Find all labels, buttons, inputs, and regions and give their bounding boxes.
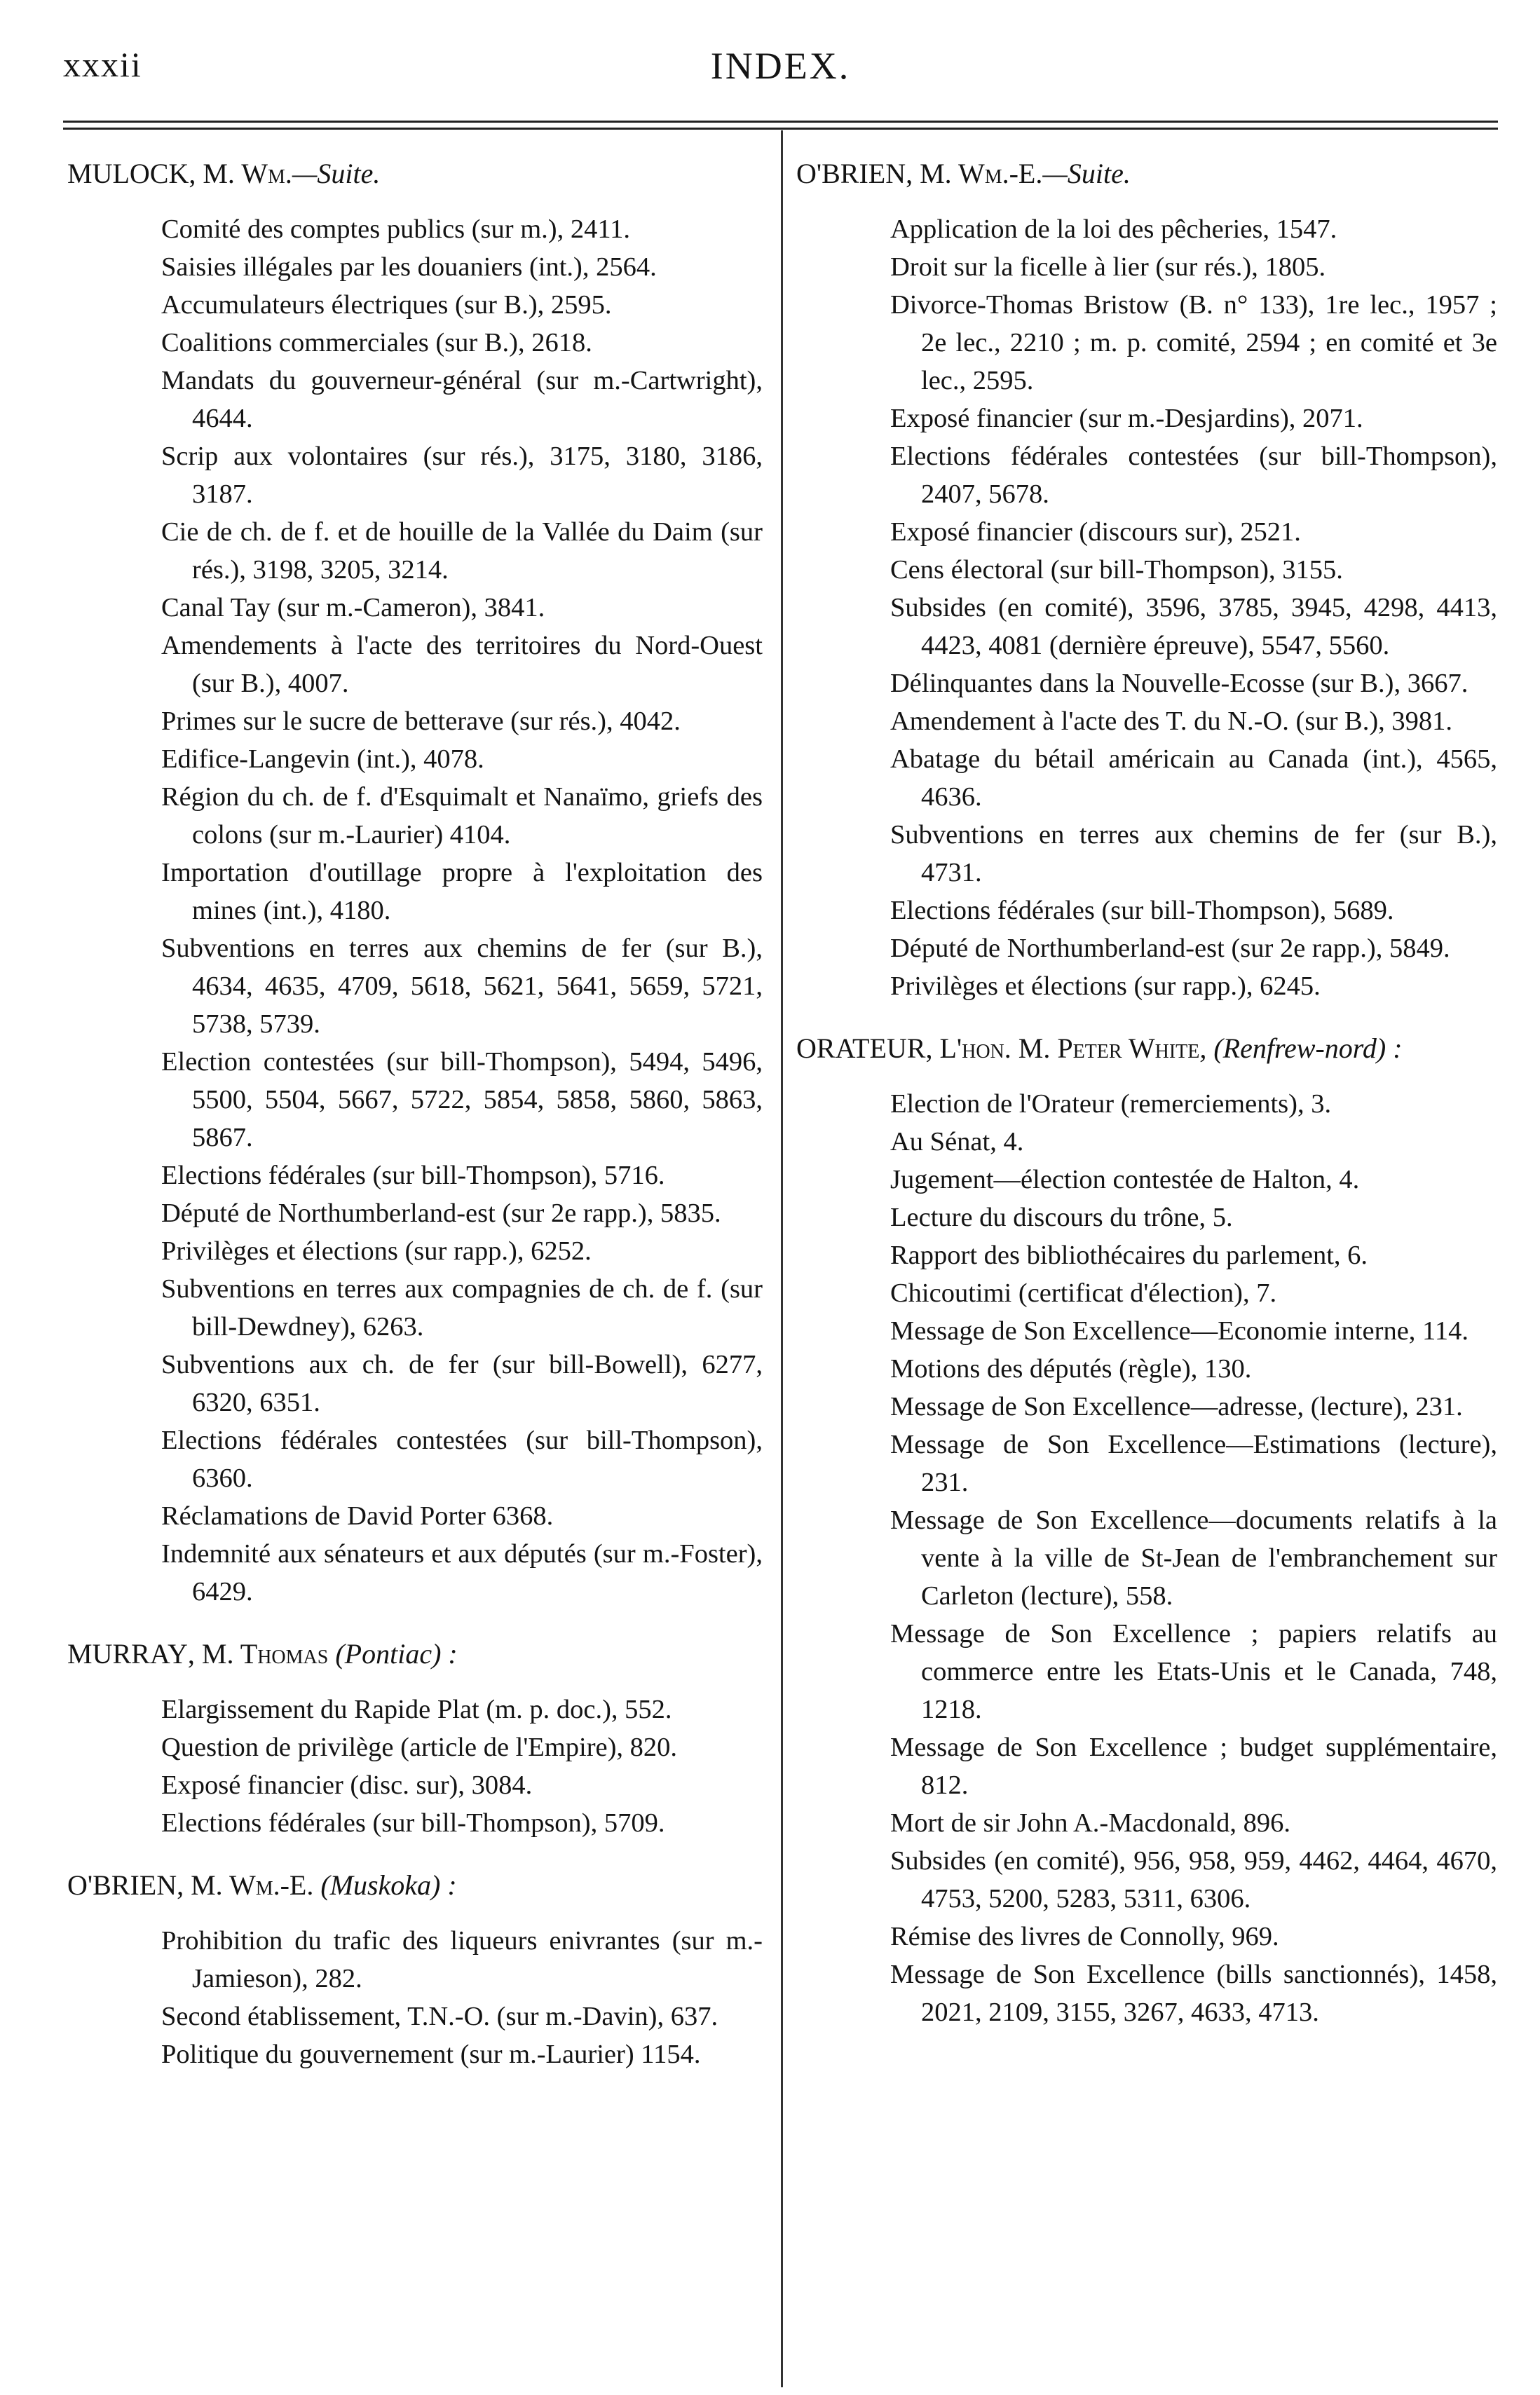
index-item: Elections fédérales (sur bill-Thompson), 5689. xyxy=(890,896,1394,925)
index-item: Prohibition du trafic des liqueurs enivrantes (sur m.-Jamieson), 282. xyxy=(161,1926,763,1993)
index-item: Scrip aux volontaires (sur rés.), 3175, 3180, 3186, 3187. xyxy=(161,442,763,509)
index-item: Election contestées (sur bill-Thompson), 5494, 5496, 5500, 5504, 5667, 5722, 5854, 5858, 5860, 5863, 5867. xyxy=(161,1047,763,1152)
entry-suffix: —Suite. xyxy=(292,158,381,189)
index-item: Cens électoral (sur bill-Thompson), 3155. xyxy=(890,555,1343,585)
entry-first-name: Wm.-E. xyxy=(229,1869,314,1901)
index-item: Saisies illégales par les douaniers (int.), 2564. xyxy=(161,252,657,282)
index-item: Canal Tay (sur m.-Cameron), 3841. xyxy=(161,593,545,622)
entry-items xyxy=(67,1922,763,2073)
index-item: Message de Son Excellence ; budget supplémentaire, 812. xyxy=(890,1733,1497,1800)
index-item: Chicoutimi (certificat d'élection), 7. xyxy=(890,1278,1277,1308)
index-item: Primes sur le sucre de betterave (sur rés.), 4042. xyxy=(161,707,681,736)
index-item: Subventions en terres aux compagnies de ch. de f. (sur bill-Dewdney), 6263. xyxy=(161,1274,763,1342)
index-item: Politique du gouvernement (sur m.-Laurier) 1154. xyxy=(161,2040,701,2069)
index-item: Message de Son Excellence—documents relatifs à la vente à la ville de St-Jean de l'embranchement sur Carleton (lecture), 558. xyxy=(890,1506,1497,1611)
index-item: Message de Son Excellence—Estimations (lecture), 231. xyxy=(890,1430,1497,1497)
entry-first-name: Wm. xyxy=(241,158,292,189)
entry-heading xyxy=(67,1635,763,1674)
entry-heading xyxy=(67,1866,763,1905)
index-item: Edifice-Langevin (int.), 4078. xyxy=(161,744,484,774)
index-item: Comité des comptes publics (sur m.), 2411. xyxy=(161,214,631,244)
entry-first-name: Thomas xyxy=(240,1638,329,1670)
entry-suffix: (Pontiac) : xyxy=(328,1638,458,1670)
index-item: Question de privilège (article de l'Empire), 820. xyxy=(161,1733,678,1762)
index-item: Importation d'outillage propre à l'exploitation des mines (int.), 4180. xyxy=(161,858,763,925)
entry-name: ORATEUR xyxy=(796,1032,926,1064)
entry-name: MULOCK xyxy=(67,158,189,189)
index-item: Accumulateurs électriques (sur B.), 2595. xyxy=(161,290,612,320)
index-item: Coalitions commerciales (sur B.), 2618. xyxy=(161,328,592,357)
entry-suffix: , (Renfrew-nord) : xyxy=(1199,1032,1403,1064)
entry-honorific: , L'hon. M. xyxy=(925,1032,1058,1064)
index-item: Subsides (en comité), 3596, 3785, 3945, 4298, 4413, 4423, 4081 (dernière épreuve), 5547, 5560. xyxy=(890,593,1497,660)
entry-items xyxy=(67,210,763,1611)
index-item: Réclamations de David Porter 6368. xyxy=(161,1501,554,1531)
index-item: Indemnité aux sénateurs et aux députés (sur m.-Foster), 6429. xyxy=(161,1539,763,1606)
entry-items xyxy=(67,1691,763,1842)
index-item: Divorce-Thomas Bristow (B. n° 133), 1re lec., 1957 ; 2e lec., 2210 ; m. p. comité, 2594 ; en comité et 3e lec., 2595. xyxy=(890,290,1497,395)
page-header xyxy=(63,39,1498,95)
entry-suffix: —Suite. xyxy=(1042,158,1131,189)
index-item: Rémise des livres de Connolly, 969. xyxy=(890,1922,1279,1951)
entry-heading xyxy=(796,154,1497,193)
header-rule-top xyxy=(63,121,1498,123)
left-column xyxy=(67,154,763,2097)
index-item: Rapport des bibliothécaires du parlement, 6. xyxy=(890,1241,1368,1270)
index-item: Motions des députés (règle), 130. xyxy=(890,1354,1252,1384)
entry-name: O'BRIEN xyxy=(67,1869,177,1901)
entry-first-name: Peter White xyxy=(1057,1032,1200,1064)
index-item: Droit sur la ficelle à lier (sur rés.), 1805. xyxy=(890,252,1326,282)
index-item: Abatage du bétail américain au Canada (int.), 4565, 4636. xyxy=(890,744,1497,812)
index-item: Jugement—élection contestée de Halton, 4. xyxy=(890,1165,1360,1194)
index-item: Elargissement du Rapide Plat (m. p. doc.), 552. xyxy=(161,1695,672,1724)
entry-heading xyxy=(796,1029,1497,1068)
entry-honorific: , M. xyxy=(177,1869,229,1901)
entry-items xyxy=(796,210,1497,1005)
index-item: Message de Son Excellence ; papiers relatifs au commerce entre les Etats-Unis et le Canada, 748, 1218. xyxy=(890,1619,1497,1724)
index-entry xyxy=(796,154,1497,1005)
index-item: Exposé financier (sur m.-Desjardins), 2071. xyxy=(890,404,1363,433)
index-item: Elections fédérales (sur bill-Thompson), 5716. xyxy=(161,1161,665,1190)
index-item: Mort de sir John A.-Macdonald, 896. xyxy=(890,1808,1291,1838)
index-item: Exposé financier (disc. sur), 3084. xyxy=(161,1770,533,1800)
index-entry xyxy=(67,1866,763,2073)
index-item: Lecture du discours du trône, 5. xyxy=(890,1203,1233,1232)
index-item: Second établissement, T.N.-O. (sur m.-Davin), 637. xyxy=(161,2002,718,2031)
index-item: Privilèges et élections (sur rapp.), 6245. xyxy=(890,971,1321,1001)
entry-name: O'BRIEN xyxy=(796,158,906,189)
right-column xyxy=(796,154,1497,2055)
column-divider xyxy=(781,130,783,2387)
index-item: Message de Son Excellence (bills sanctionnés), 1458, 2021, 2109, 3155, 3267, 4633, 4713. xyxy=(890,1960,1497,2027)
index-entry xyxy=(67,1635,763,1842)
index-item: Au Sénat, 4. xyxy=(890,1127,1024,1156)
index-item: Election de l'Orateur (remerciements), 3. xyxy=(890,1089,1332,1119)
index-item: Subsides (en comité), 956, 958, 959, 4462, 4464, 4670, 4753, 5200, 5283, 5311, 6306. xyxy=(890,1846,1497,1913)
index-item: Exposé financier (discours sur), 2521. xyxy=(890,517,1301,547)
index-item: Député de Northumberland-est (sur 2e rapp.), 5835. xyxy=(161,1199,721,1228)
index-item: Privilèges et élections (sur rapp.), 6252. xyxy=(161,1236,592,1266)
index-item: Subventions en terres aux chemins de fer (sur B.), 4731. xyxy=(890,820,1497,887)
entry-name: MURRAY xyxy=(67,1638,188,1670)
page-title: INDEX. xyxy=(710,45,851,87)
entry-suffix: (Muskoka) : xyxy=(313,1869,457,1901)
entry-first-name: Wm.-E. xyxy=(958,158,1043,189)
index-item: Elections fédérales contestées (sur bill-Thompson), 2407, 5678. xyxy=(890,442,1497,509)
index-item: Mandats du gouverneur-général (sur m.-Cartwright), 4644. xyxy=(161,366,763,433)
entry-honorific: , M. xyxy=(906,158,958,189)
page-number: xxxii xyxy=(63,45,142,84)
entry-honorific: , M. xyxy=(189,158,242,189)
index-item: Délinquantes dans la Nouvelle-Ecosse (sur B.), 3667. xyxy=(890,669,1469,698)
index-item: Application de la loi des pêcheries, 1547. xyxy=(890,214,1337,244)
entry-items xyxy=(796,1085,1497,2031)
header-rule-bottom xyxy=(63,128,1498,130)
index-entry xyxy=(67,154,763,1611)
entry-honorific: , M. xyxy=(187,1638,240,1670)
index-item: Député de Northumberland-est (sur 2e rapp.), 5849. xyxy=(890,934,1450,963)
index-item: Elections fédérales (sur bill-Thompson), 5709. xyxy=(161,1808,665,1838)
index-item: Message de Son Excellence—Economie interne, 114. xyxy=(890,1316,1469,1346)
index-item: Région du ch. de f. d'Esquimalt et Nanaïmo, griefs des colons (sur m.-Laurier) 4104. xyxy=(161,782,763,849)
index-item: Elections fédérales contestées (sur bill-Thompson), 6360. xyxy=(161,1426,763,1493)
index-item: Subventions en terres aux chemins de fer (sur B.), 4634, 4635, 4709, 5618, 5621, 5641, 5659, 5721, 5738, 5739. xyxy=(161,934,763,1039)
index-item: Cie de ch. de f. et de houille de la Vallée du Daim (sur rés.), 3198, 3205, 3214. xyxy=(161,517,763,585)
index-item: Amendement à l'acte des T. du N.-O. (sur B.), 3981. xyxy=(890,707,1453,736)
index-entry xyxy=(796,1029,1497,2031)
index-item: Message de Son Excellence—adresse, (lecture), 231. xyxy=(890,1392,1463,1421)
entry-heading xyxy=(67,154,763,193)
index-item: Amendements à l'acte des territoires du Nord-Ouest (sur B.), 4007. xyxy=(161,631,763,698)
index-item: Subventions aux ch. de fer (sur bill-Bowell), 6277, 6320, 6351. xyxy=(161,1350,763,1417)
